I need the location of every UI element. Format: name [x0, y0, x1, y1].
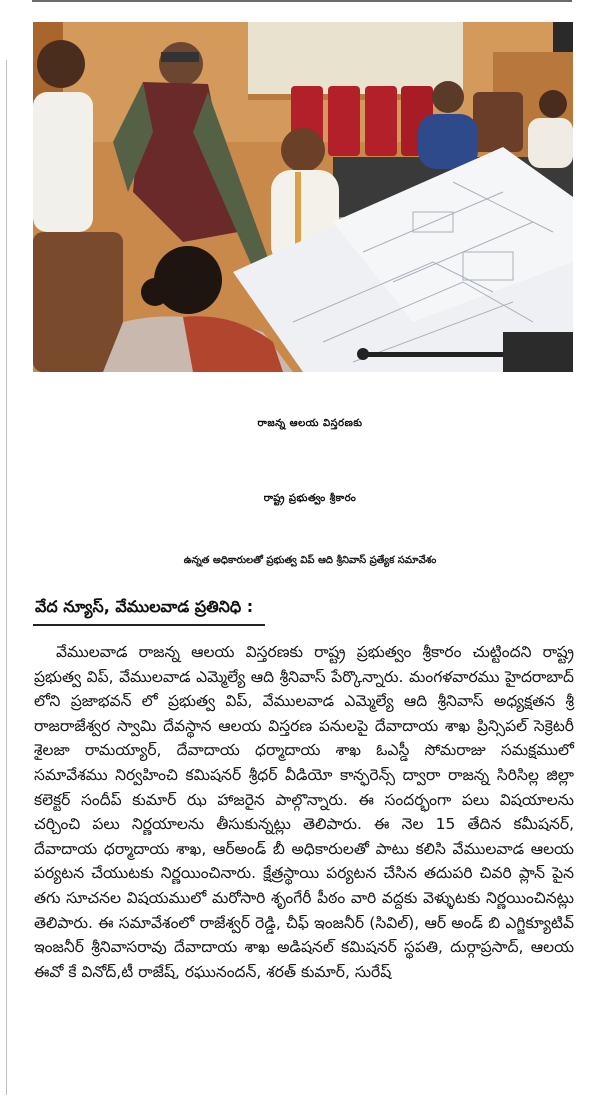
article-body: వేములవాడ రాజన్న ఆలయ విస్తరణకు రాష్ట్ర ప్రభుత్వం శ్రీకారం చుట్టిందని రాష్ట్ర ప్రభుత్వ విప్, వేములవాడ ఎమ్మెల్యే ఆది శ్రీనివాస్ పేర్కొన్నారు. మంగళవారము హైదరాబాద్ లోని ప్రజాభవన్ లో ప్రభుత్వ విప్, వేములవాడ ఎమ్మెల్యే ఆది శ్రీనివాస్ అధ్యక్షతన శ్రీ రాజరాజేశ్వర స్వామి దేవస్థాన ఆలయ విస్తరణ పనులపై దేవాదాయ శాఖ ప్రిన్సిపల్ సెక్రెటరీ శైలజా రామయ్యార్, దేవాదాయ ధర్మాదాయ శాఖ ఓఎస్డీ సోమరాజు సమక్షములో సమావేశము నిర్వహించి కమిషనర్ శ్రీధర్ వీడియో కాన్ఫరెన్స్ ద్వారా రాజన్న సిరిసిల్ల జిల్లా కలెక్టర్ సందీప్ కుమార్ ఝ హాజరైన పాల్గొన్నారు. ఈ సందర్భంగా పలు విషయాలను చర్చించి పలు నిర్ణయాలను తీసుకున్నట్లు తెలిపారు. ఈ నెల 15 తేదిన కమీషనర్, దేవాదాయ ధర్మాదాయ శాఖ, ఆర్అండ్ బీ అధికారులతో పాటు కలిసి వేములవాడ ఆలయ పర్యటన చేయుటకు నిర్ణయించినారు. క్షేత్రస్థాయి పర్యటన చేసిన తదుపరి చివరి ప్లాన్ పైన తగు సూచనల విషయములో మరోసారి శృంగేరీ పీఠం వారి వద్దకు వెళ్ళుటకు నిర్ణయించినట్లు తెలిపారు. ఈ సమావేశంలో రాజేశ్వర్ రెడ్డి, చీఫ్ ఇంజనీర్ (సివిల్), ఆర్ అండ్ బి ఎగ్జిక్యూటివ్ ఇంజనీర్ శ్రీనివాసరావు దేవాదాయ శాఖ అడిషనల్ కమిషనర్ స్థపతి, దుర్గాప్రసాద్, ఆలయ ఈవో కే వినోద్,టీ రాజేష్, రఘునందన్, శరత్ కుమార్, సురేష్ [34, 643, 574, 981]
dateline: వేద న్యూస్, వేములవాడ ప్రతినిధి : [35, 597, 254, 616]
subheadline: ఉన్నత అధికారులతో ప్రభుత్వ విప్ ఆది శ్రీనివాస్ ప్రత్యేక సమావేశం [183, 555, 437, 566]
meeting-photo [33, 22, 573, 372]
dateline-underline [33, 624, 265, 626]
top-rule [32, 0, 572, 2]
page-edge-line [6, 60, 7, 1095]
headline-line-1: రాజన్న ఆలయ విస్తరణకు [257, 418, 363, 429]
headline-line-2: రాష్ట్ర ప్రభుత్వం శ్రీకారం [263, 493, 357, 504]
